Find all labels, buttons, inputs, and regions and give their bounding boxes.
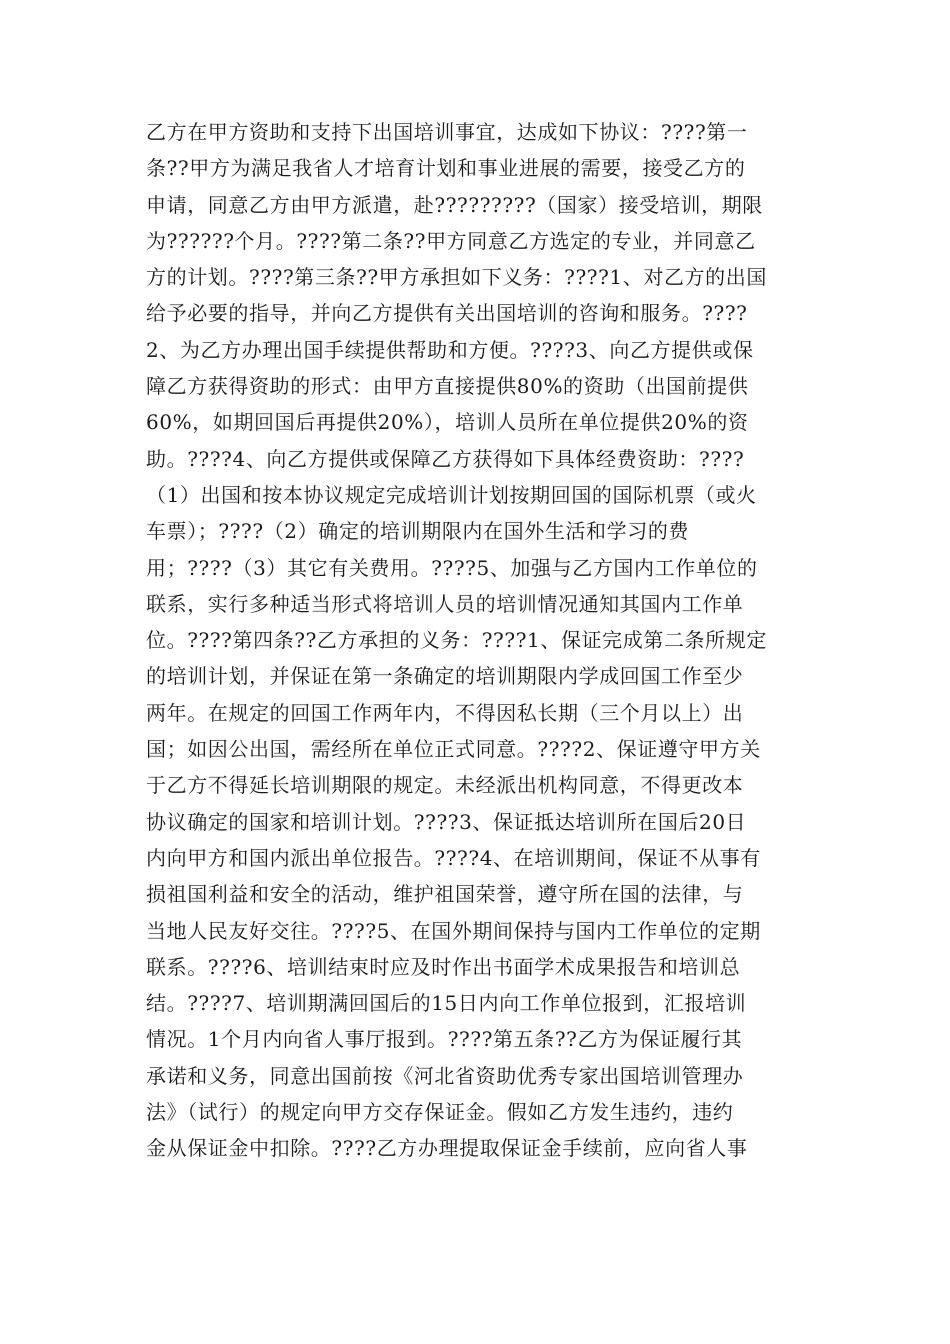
text-line: 为??????个月。????第二条??甲方同意乙方选定的专业，并同意乙 bbox=[146, 228, 756, 253]
text-line: 内向甲方和国内派出单位报告。????4、在培训期间，保证不从事有 bbox=[146, 845, 761, 870]
body-text bbox=[146, 114, 816, 1167]
text-line: 损祖国利益和安全的活动，维护祖国荣誉，遵守所在国的法律，与 bbox=[146, 882, 744, 907]
text-line: 用；????（3）其它有关费用。????5、加强与乙方国内工作单位的 bbox=[146, 555, 758, 580]
text-line: 法》（试行）的规定向甲方交存保证金。假如乙方发生违约，违约 bbox=[146, 1100, 734, 1125]
text-line: 的培训计划，并保证在第一条确定的培训期限内学成回国工作至少 bbox=[146, 664, 744, 689]
text-line: 申请，同意乙方由甲方派遣，赴?????????（国家）接受培训，期限 bbox=[146, 192, 763, 217]
text-line: 车票）；????（2）确定的培训期限内在国外生活和学习的费 bbox=[146, 519, 690, 544]
text-line: 当地人民友好交往。????5、在国外期间保持与国内工作单位的定期 bbox=[146, 918, 761, 943]
text-line: 方的计划。????第三条??甲方承担如下义务：????1、对乙方的出国 bbox=[146, 265, 767, 290]
text-line: 障乙方获得资助的形式：由甲方直接提供80%的资助（出国前提供 bbox=[146, 374, 749, 399]
text-line: 位。????第四条??乙方承担的义务：????1、保证完成第二条所规定 bbox=[146, 628, 767, 653]
text-line: 条??甲方为满足我省人才培育计划和事业进展的需要，接受乙方的 bbox=[146, 156, 746, 181]
text-line: 国；如因公出国，需经所在单位正式同意。????2、保证遵守甲方关 bbox=[146, 737, 761, 762]
text-line: 承诺和义务，同意出国前按《河北省资助优秀专家出国培训管理办 bbox=[146, 1063, 744, 1088]
text-line: 结。????7、培训期满回国后的15日内向工作单位报到，汇报培训 bbox=[146, 991, 747, 1016]
text-line: 两年。在规定的回国工作两年内，不得因私长期（三个月以上）出 bbox=[146, 700, 744, 725]
text-line: （1）出国和按本协议规定完成培训计划按期回国的国际机票（或火 bbox=[146, 482, 757, 507]
text-line: 助。????4、向乙方提供或保障乙方获得如下具体经费资助：???? bbox=[146, 446, 745, 471]
text-line: 联系。????6、培训结束时应及时作出书面学术成果报告和培训总 bbox=[146, 954, 741, 979]
text-line: 情况。1个月内向省人事厅报到。????第五条??乙方为保证履行其 bbox=[146, 1027, 743, 1052]
text-line: 于乙方不得延长培训期限的规定。未经派出机构同意，不得更改本 bbox=[146, 773, 744, 798]
text-line: 给予必要的指导，并向乙方提供有关出国培训的咨询和服务。???? bbox=[146, 301, 748, 326]
text-line: 协议确定的国家和培训计划。????3、保证抵达培训所在国后20日 bbox=[146, 809, 747, 834]
text-line: 2、为乙方办理出国手续提供帮助和方便。????3、向乙方提供或保 bbox=[146, 337, 754, 362]
text-line: 金从保证金中扣除。????乙方办理提取保证金手续前，应向省人事 bbox=[146, 1136, 748, 1161]
text-line: 60%，如期回国后再提供20%），培训人员所在单位提供20%的资 bbox=[146, 410, 749, 435]
text-line: 乙方在甲方资助和支持下出国培训事宜，达成如下协议：????第一 bbox=[146, 120, 748, 144]
text-line: 联系，实行多种适当形式将培训人员的培训情况通知其国内工作单 bbox=[146, 591, 744, 616]
